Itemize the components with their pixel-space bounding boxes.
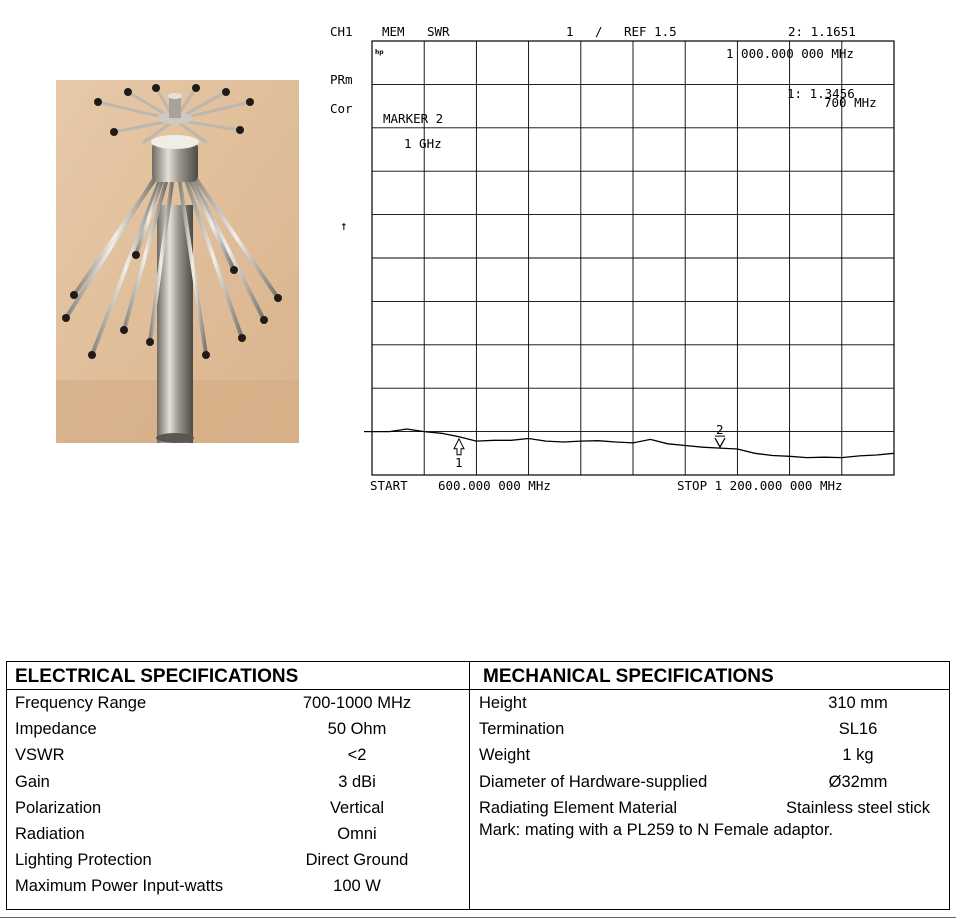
electrical-spec-value: Direct Ground [305, 851, 409, 870]
mechanical-spec-value: Ø32mm [828, 772, 888, 791]
marker-1-label: 1 [455, 454, 463, 470]
mechanical-specs [470, 662, 949, 909]
electrical-spec-row [7, 821, 469, 847]
prm-label: PRm [330, 72, 353, 87]
mechanical-spec-row [470, 769, 949, 795]
electrical-spec-key: Frequency Range [15, 694, 147, 712]
electrical-spec-row [7, 795, 469, 821]
swr-plot [320, 18, 910, 498]
electrical-spec-value: Omni [337, 824, 377, 843]
stop-label: STOP 1 200.000 000 MHz [677, 478, 843, 493]
start-value: 600.000 000 MHz [438, 478, 551, 493]
mechanical-spec-row [470, 716, 949, 742]
mechanical-spec-value: Stainless steel stick [786, 798, 930, 817]
mechanical-title: MECHANICAL SPECIFICATIONS [470, 662, 949, 690]
electrical-spec-row [7, 690, 469, 716]
electrical-spec-value: 3 dBi [338, 772, 376, 791]
marker-1-icon [454, 439, 464, 455]
mechanical-spec-value: 310 mm [828, 694, 888, 712]
electrical-spec-row [7, 873, 469, 899]
mechanical-spec-key: Radiating Element Material [479, 798, 678, 817]
channel-label: CH1 [330, 24, 353, 39]
specifications-table [6, 661, 950, 910]
measurement-label: SWR [427, 24, 450, 39]
electrical-spec-row [7, 742, 469, 768]
electrical-spec-key: Gain [15, 772, 50, 791]
marker-label: MARKER 2 [383, 111, 444, 126]
mechanical-spec-key: Termination [479, 720, 565, 739]
mechanical-spec-value: SL16 [838, 720, 878, 739]
electrical-spec-value: Vertical [329, 798, 385, 817]
electrical-spec-key: Polarization [15, 798, 102, 817]
electrical-title: ELECTRICAL SPECIFICATIONS [7, 662, 469, 690]
scale-label: 1 [566, 24, 574, 39]
mechanical-spec-value: 1 kg [842, 746, 874, 765]
reference-arrow: ↑ [340, 218, 348, 233]
memory-label: MEM [382, 24, 405, 39]
marker2-readout: 2: 1.1651 [788, 24, 856, 39]
reference-label: REF 1.5 [624, 24, 677, 39]
mechanical-spec-row [470, 690, 949, 716]
electrical-spec-value: 50 Ohm [327, 720, 387, 739]
electrical-specs [7, 662, 470, 909]
swr-trace-group [364, 422, 894, 470]
hp-logo: hp [375, 49, 384, 56]
electrical-spec-key: Lighting Protection [15, 851, 152, 870]
mechanical-spec-key: Height [479, 694, 527, 712]
electrical-spec-key: Maximum Power Input-watts [15, 877, 224, 896]
mechanical-spec-row [470, 795, 949, 821]
mechanical-spec-key: Diameter of Hardware-supplied [479, 772, 708, 791]
electrical-spec-key: Impedance [15, 720, 97, 739]
marker2-frequency: 1 000.000 000 MHz [726, 46, 854, 61]
electrical-spec-key: Radiation [15, 824, 85, 843]
marker-value: 1 GHz [404, 136, 442, 151]
electrical-spec-value: 100 W [333, 877, 381, 896]
mechanical-spec-key: Weight [479, 746, 531, 765]
bottom-divider [0, 917, 956, 918]
start-label: START [370, 478, 408, 493]
mechanical-spec-row [470, 742, 949, 768]
electrical-spec-row [7, 716, 469, 742]
electrical-spec-row [7, 847, 469, 873]
plot-grid [372, 41, 894, 475]
cor-label: Cor [330, 101, 353, 116]
marker1-readout: 1: 1.3456 [787, 86, 855, 101]
electrical-spec-row [7, 769, 469, 795]
electrical-spec-value: <2 [347, 746, 367, 765]
marker-2-icon [715, 438, 725, 447]
mechanical-note: Mark: mating with a PL259 to N Female adaptor. [479, 821, 834, 839]
electrical-spec-key: VSWR [15, 746, 65, 765]
electrical-spec-value: 700-1000 MHz [302, 694, 412, 712]
antenna-photo [56, 80, 299, 443]
marker-2-label: 2 [716, 422, 724, 438]
scale-separator: / [595, 24, 603, 39]
marker1-frequency: 700 MHz [824, 95, 877, 110]
